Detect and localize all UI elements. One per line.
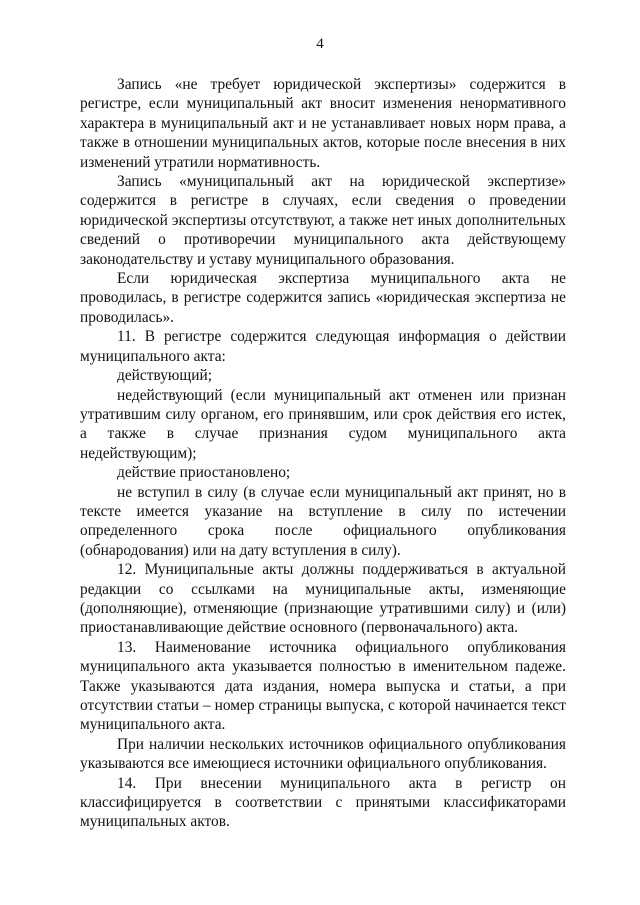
paragraph-item-13: 13. Наименование источника официального опубликования муниципального акта указывается полностью в именительном падеже. Также указываются дата издания, номера выпуска и статьи, а при отсутствии статьи – номер страницы выпуска, с которой начинается текст муниципального акта. [80, 638, 566, 734]
paragraph-status-not-in-force: не вступил в силу (в случае если муниципальный акт принят, но в тексте имеется указание на вступление в силу по истечении определенного срока после официального опубликования (обнародования) или на дату вступления в силу). [80, 483, 566, 559]
paragraph-expertise-not-conducted: Если юридическая экспертиза муниципального акта не проводилась, в регистре содержится запись «юридическая экспертиза не проводилась». [80, 270, 566, 326]
paragraph-status-active: действующий; [117, 367, 212, 385]
paragraph-status-inactive: недействующий (если муниципальный акт отменен или признан утратившим силу органом, его принявшим, или срок действия его истек, а также в случае признания судом муниципального акта недействующим); [80, 386, 566, 462]
paragraph-no-expertise-required: Запись «не требует юридической экспертизы» содержится в регистре, если муниципальный акт вносит изменения ненормативного характера в муниципальный акт и не устанавливает новых норм права, а также в отношении муниципальных актов, которые после внесения в них изменений утратили нормативность. [80, 76, 566, 171]
paragraph-status-suspended: действие приостановлено; [117, 464, 291, 482]
paragraph-item-14: 14. При внесении муниципального акта в регистр он классифицируется в соответствии с принятыми классификаторами муниципальных актов. [80, 774, 566, 831]
paragraph-item-12: 12. Муниципальные акты должны поддерживаться в актуальной редакции со ссылками на муниципальные акты, изменяющие (дополняющие), отменяющие (признающие утратившими силу) и (или) приостанавливающие действие основного (первоначального) акта. [80, 561, 566, 637]
paragraph-item-11: 11. В регистре содержится следующая информация о действии муниципального акта: [80, 328, 566, 365]
page-number: 4 [316, 36, 324, 52]
paragraph-on-expertise: Запись «муниципальный акт на юридической экспертизе» содержится в регистре в случаях, если сведения о проведении юридической экспертизы отсутствуют, а также нет иных дополнительных сведений о противоречии муниципального акта действующему законодательству и уставу муниципального образования. [80, 173, 566, 268]
document-body [80, 75, 566, 832]
paragraph-multiple-sources: При наличии нескольких источников официального опубликования указываются все имеющиеся источники официального опубликования. [80, 735, 566, 773]
